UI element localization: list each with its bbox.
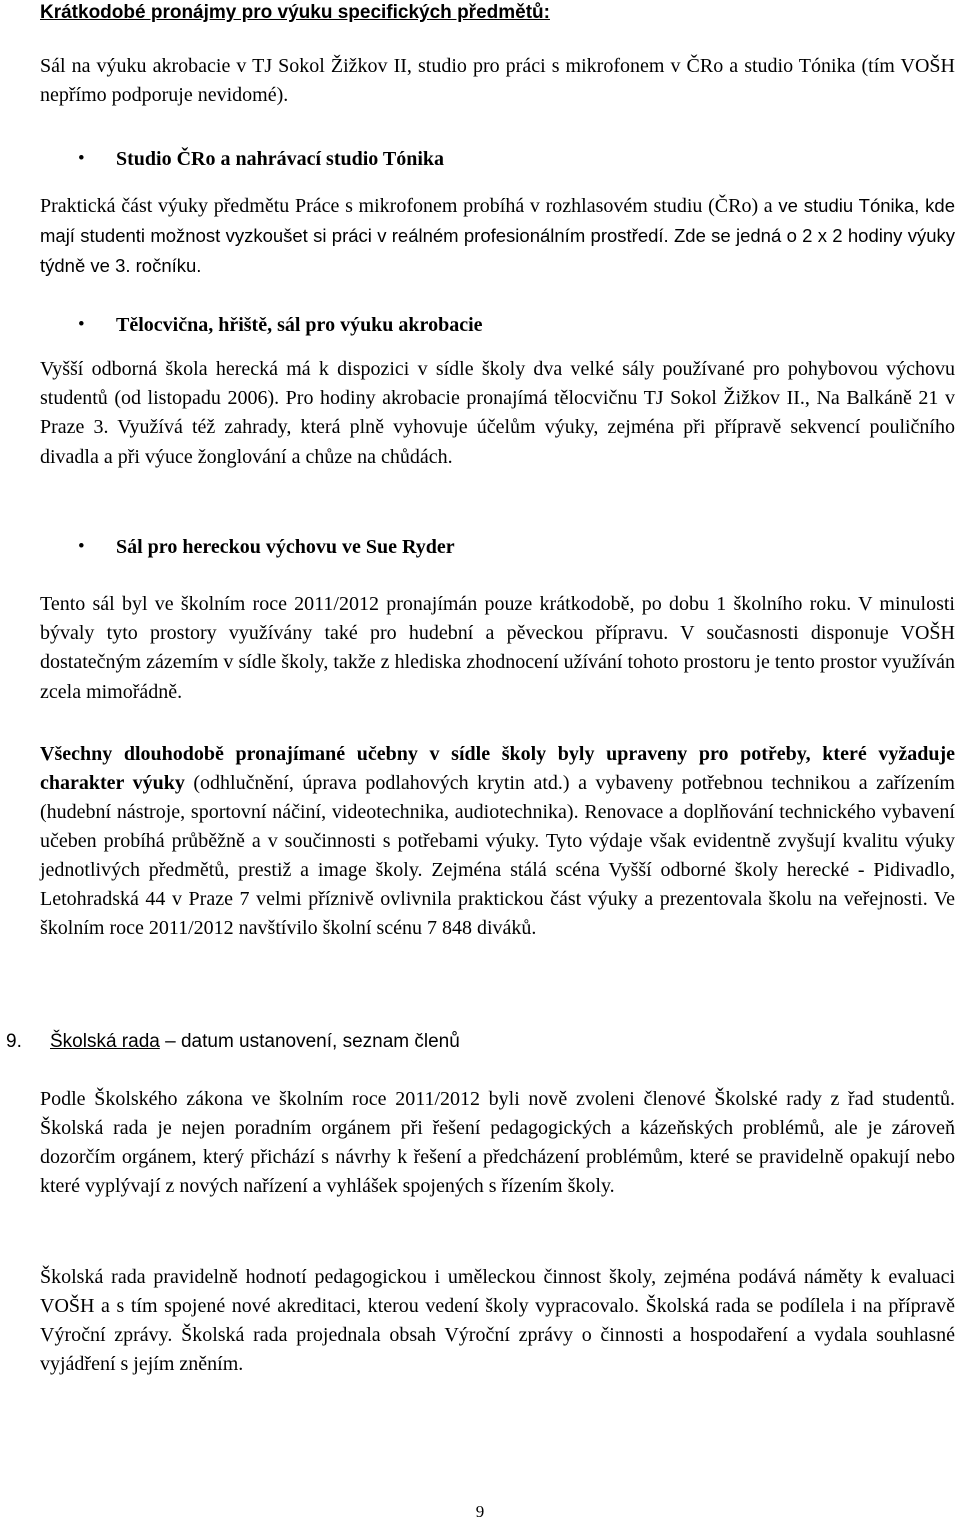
school-board-paragraph-1: Podle Školského zákona ve školním roce 2011/2012 byli nově zvoleni členové Školské rady z řad studentů. Školská rada je nejen poradním orgánem při řešení pedagogických a kázeňských problémů, ale je zároveň dozorčím orgánem, který přichází s návrhy k řešení a předcházení problémům, které se pravidelně opakují nebo které vyplývají z nových nařízení a vyhlášek spojených s řízením školy. (40, 1088, 955, 1197)
bullet-icon: • (78, 148, 85, 169)
bullet-icon: • (78, 536, 85, 557)
bullet-text-studio-lead: Praktická část výuky předmětu Práce s mikrofonem probíhá v rozhlasovém studiu (ČRo) a (40, 195, 773, 217)
section-title-underlined: Školská rada (50, 1031, 160, 1052)
heading-short-term-rentals: Krátkodobé pronájmy pro výuku specifických předmětů: (40, 2, 550, 23)
section-title-rest: – datum ustanovení, seznam členů (159, 1031, 460, 1052)
summary-rest-text: (odhlučnění, úprava podlahových krytin atd.) a vybaveny potřebnou technikou a zařízením (hudební nástroje, sportovní náčiní, videotechnika, audiotechnika). Renovace a doplňování technického vybavení učeben probíhá průběžně a v součinnosti s potřebami výuky. Tyto výdaje však evidentně zvyšují kvalitu výuky jednotlivých předmětů, prestiž a image školy. Zejména stálá scéna Vyšší odborné školy herecké - Pidivadlo, Letohradská 44 v Praze 7 velmi příznivě ovlivnila praktickou část výuky a prezentovala školu na veřejnosti. Ve školním roce 2011/2012 navštívilo školní scénu 7 848 diváků. (40, 772, 955, 939)
section-title (50, 1031, 460, 1053)
bullet-text-studio (40, 191, 955, 282)
bullet-title-sue-ryder: Sál pro hereckou výchovu ve Sue Ryder (116, 536, 455, 558)
summary-paragraph (40, 740, 955, 943)
section-number: 9. (6, 1031, 22, 1052)
bullet-icon: • (78, 314, 85, 335)
intro-paragraph: Sál na výuku akrobacie v TJ Sokol Žižkov II, studio pro práci s mikrofonem v ČRo a studio Tónika (tím VOŠH nepřímo podporuje nevidomé). (40, 55, 955, 107)
summary-bold-text: Všechny dlouhodobě pronajímané učebny v sídle školy byly upraveny pro potřeby, které vyžaduje charakter výuky (40, 743, 955, 794)
bullet-text-sue-ryder: Tento sál byl ve školním roce 2011/2012 pronajímán pouze krátkodobě, po dobu 1 školního roku. V minulosti bývaly tyto prostory využívány také pro hudební a pěveckou přípravu. V současnosti disponuje VOŠH dostatečným zázemím v sídle školy, takže z hlediska zhodnocení užívání tohoto prostoru je tento prostor využíván zcela mimořádně. (40, 593, 955, 703)
bullet-title-gym: Tělocvična, hřiště, sál pro výuku akrobacie (116, 314, 483, 336)
bullet-text-studio-rest: ve studiu Tónika, kde mají studenti možnost vyzkoušet si práci v reálném profesionálním prostředí. Zde se jedná o 2 x 2 hodiny výuky týdně ve 3. ročníku. (40, 195, 955, 277)
page-number: 9 (475, 1502, 485, 1521)
school-board-paragraph-2: Školská rada pravidelně hodnotí pedagogickou i uměleckou činnost školy, zejména podává náměty k evaluaci VOŠH a s tím spojené nové akreditaci, kterou vedení školy vypracovalo. Školská rada se podílela i na přípravě Výroční zprávy. Školská rada projednala obsah Výroční zprávy o činnosti a hospodaření a vydala souhlasné vyjádření s jejím zněním. (40, 1266, 955, 1375)
bullet-text-gym: Vyšší odborná škola herecká má k dispozici v sídle školy dva velké sály používané pro pohybovou výchovu studentů (od listopadu 2006). Pro hodiny akrobacie pronajímá tělocvičnu TJ Sokol Žižkov II., Na Balkáně 21 v Praze 3. Využívá též zahrady, která plně vyhovuje účelům výuky, zejména při přípravě sekvencí pouličního divadla a při výuce žonglování a chůze na chůdách. (40, 358, 955, 468)
bullet-title-studio: Studio ČRo a nahrávací studio Tónika (116, 148, 445, 170)
